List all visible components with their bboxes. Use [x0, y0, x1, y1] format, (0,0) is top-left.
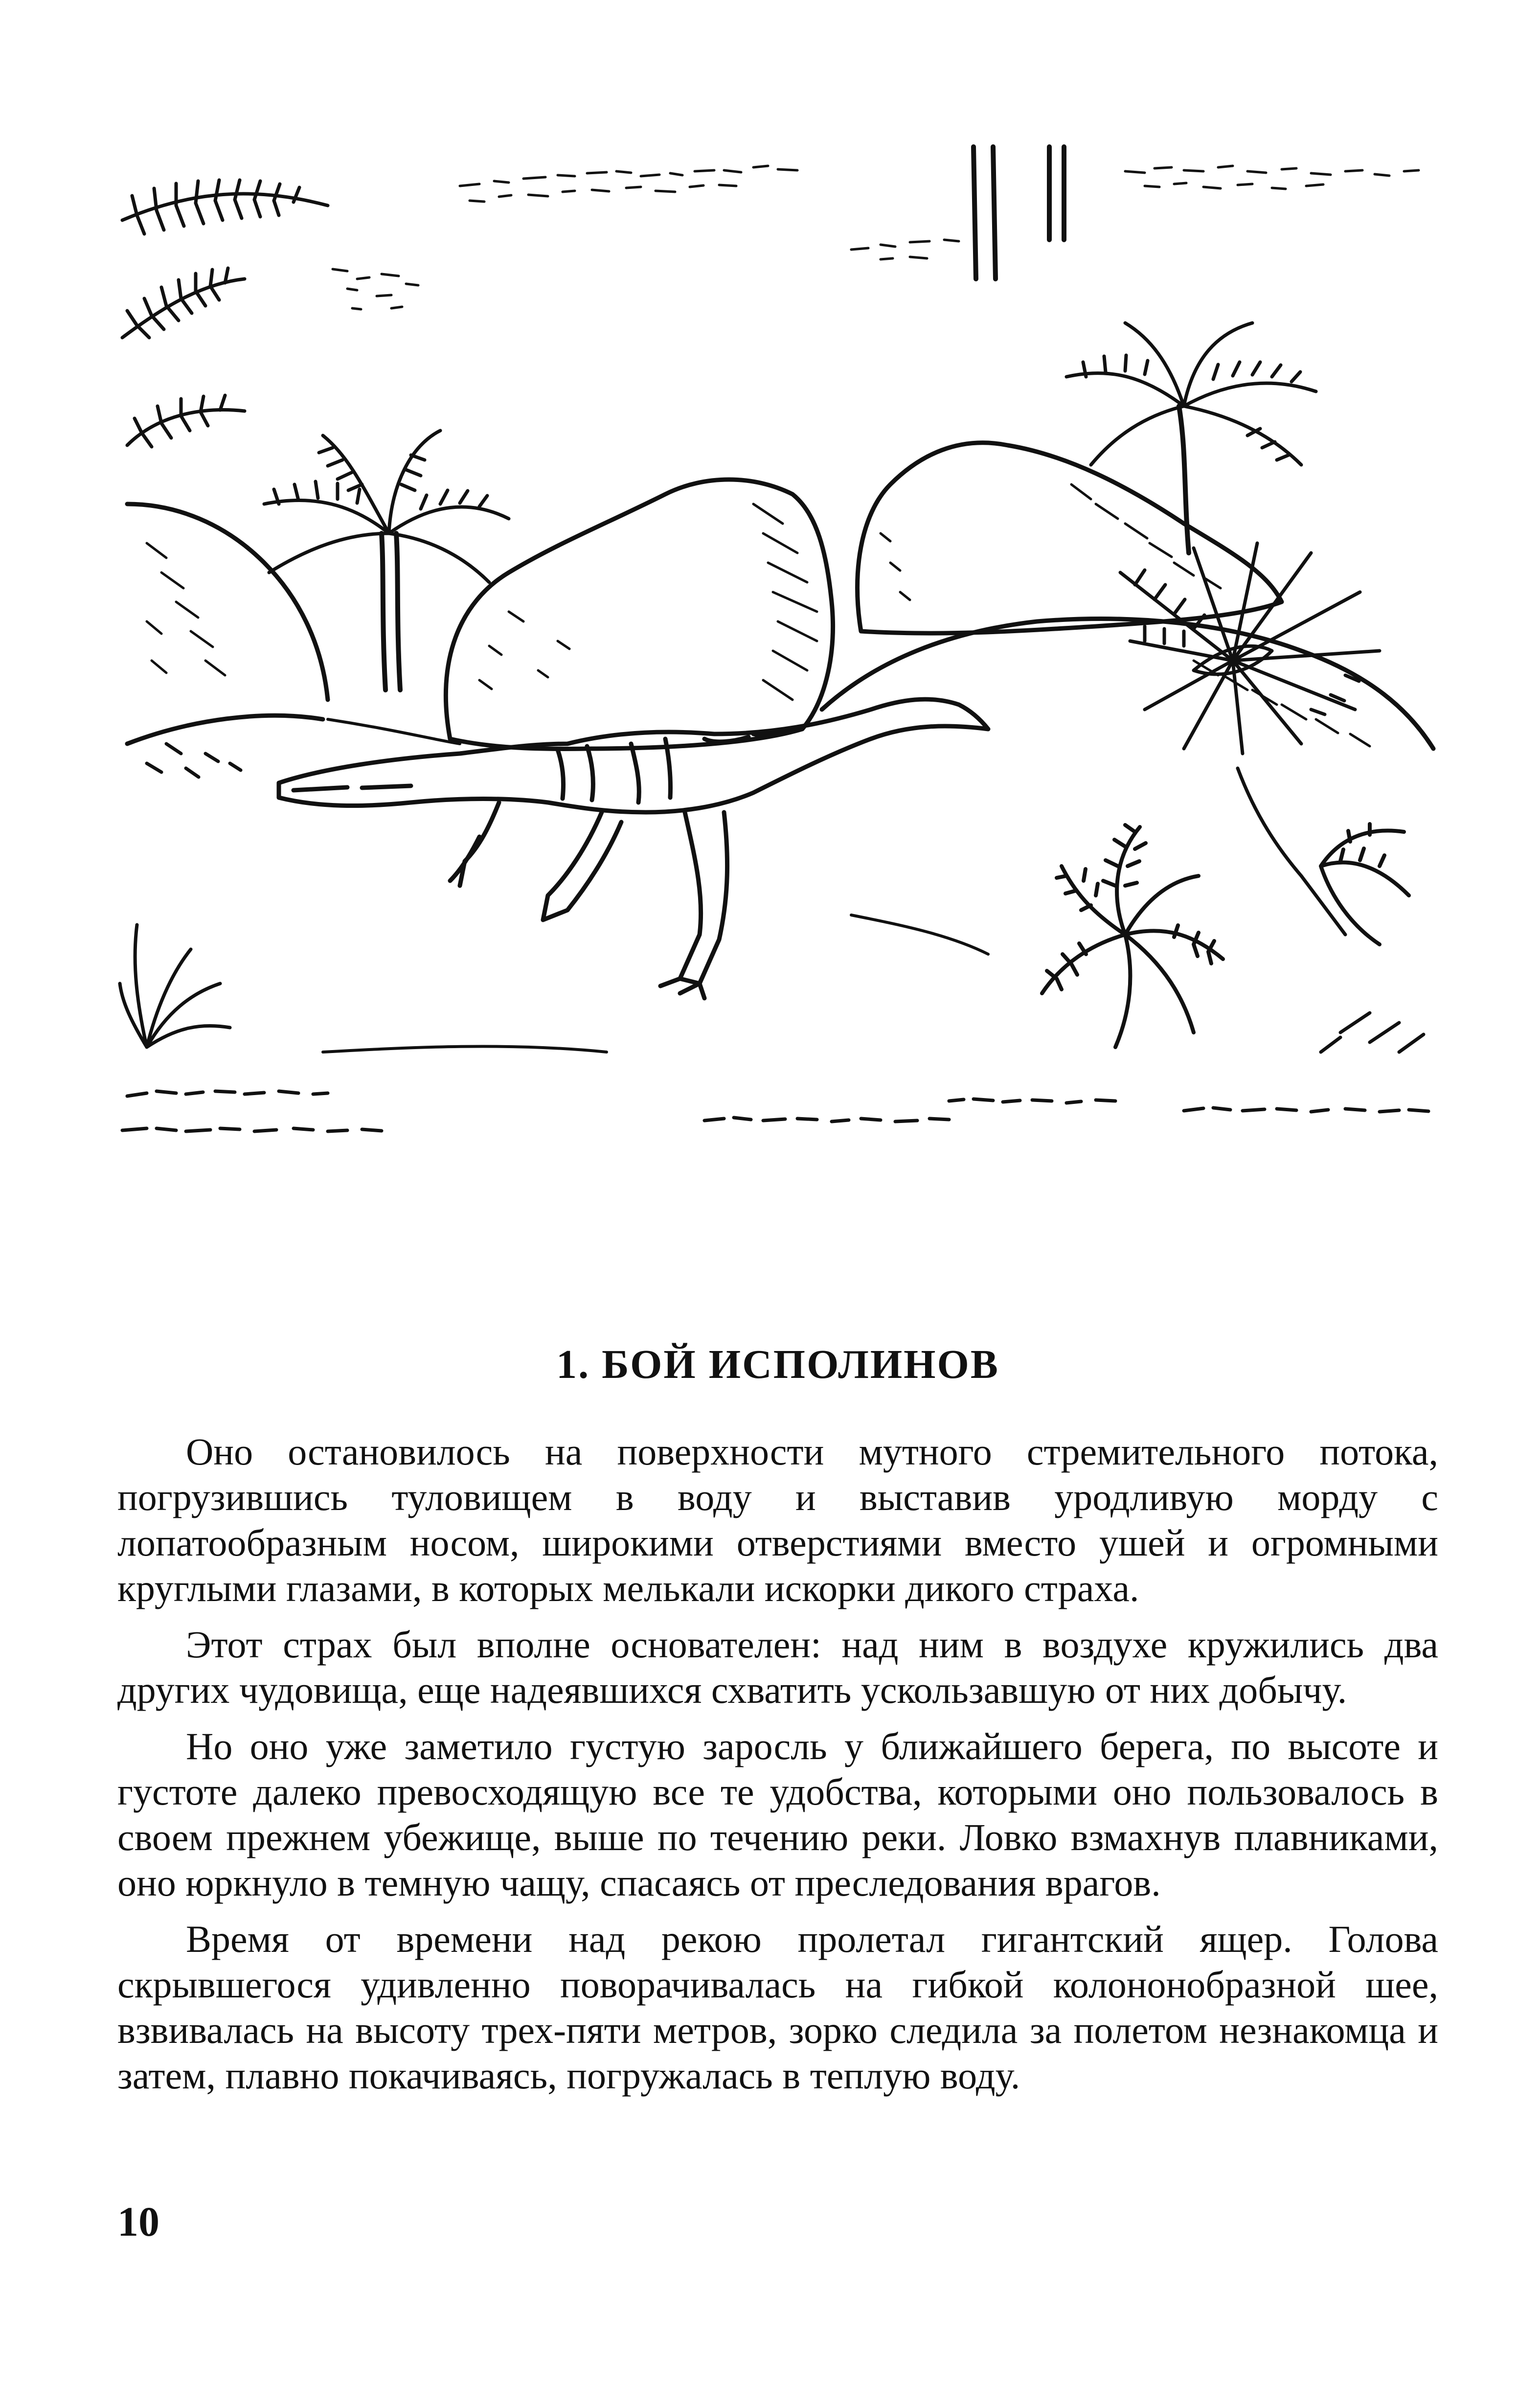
chapter-title: 1. БОЙ ИСПОЛИНОВ	[556, 1342, 999, 1387]
paragraph: Этот страх был вполне основателен: над ним в воздухе кружились два других чудовища, еще надеявшихся схватить ускользавшую от них добычу.	[117, 1623, 1438, 1711]
prehistoric-scene-illustration	[117, 132, 1438, 1184]
sky-speckles	[333, 166, 1419, 309]
palm-crowns	[264, 323, 1316, 582]
fan-palm	[1120, 543, 1380, 935]
ground-lines	[323, 719, 988, 1052]
tree-trunks	[382, 147, 1189, 690]
dinosaur	[279, 699, 988, 998]
paragraph: Оно остановилось на поверхности мутного стремительного потока, погрузившись туловищем в воду и выставив уродливую морду с лопатообразным носом, широкими отверстиями вместо ушей и огромными круглыми глазами, в которых мелькали искорки дикого страха.	[117, 1430, 1438, 1609]
chapter-body	[117, 1429, 1438, 2109]
fern-fronds-left	[122, 180, 328, 447]
paragraph: Время от времени над рекою пролетал гигантский ящер. Голова скрывшегося удивленно поворачивалась на гибкой колононобразной шее, взвивалась на высоту трех-пяти метров, зорко следила за полетом незнакомца и затем, плавно покачиваясь, погружалась в теплую воду.	[117, 1918, 1438, 2097]
paragraph: Но оно уже заметило густую заросль у ближайшего берега, по высоте и густоте далеко превосходящую все те удобства, которыми оно пользовалось в своем прежнем убежище, выше по течению реки. Ловко взмахнув плавниками, оно юркнуло в темную чащу, спасаясь от преследования врагов.	[117, 1725, 1438, 1904]
cycad-bush	[1042, 824, 1409, 1047]
page-number: 10	[117, 2198, 159, 2245]
